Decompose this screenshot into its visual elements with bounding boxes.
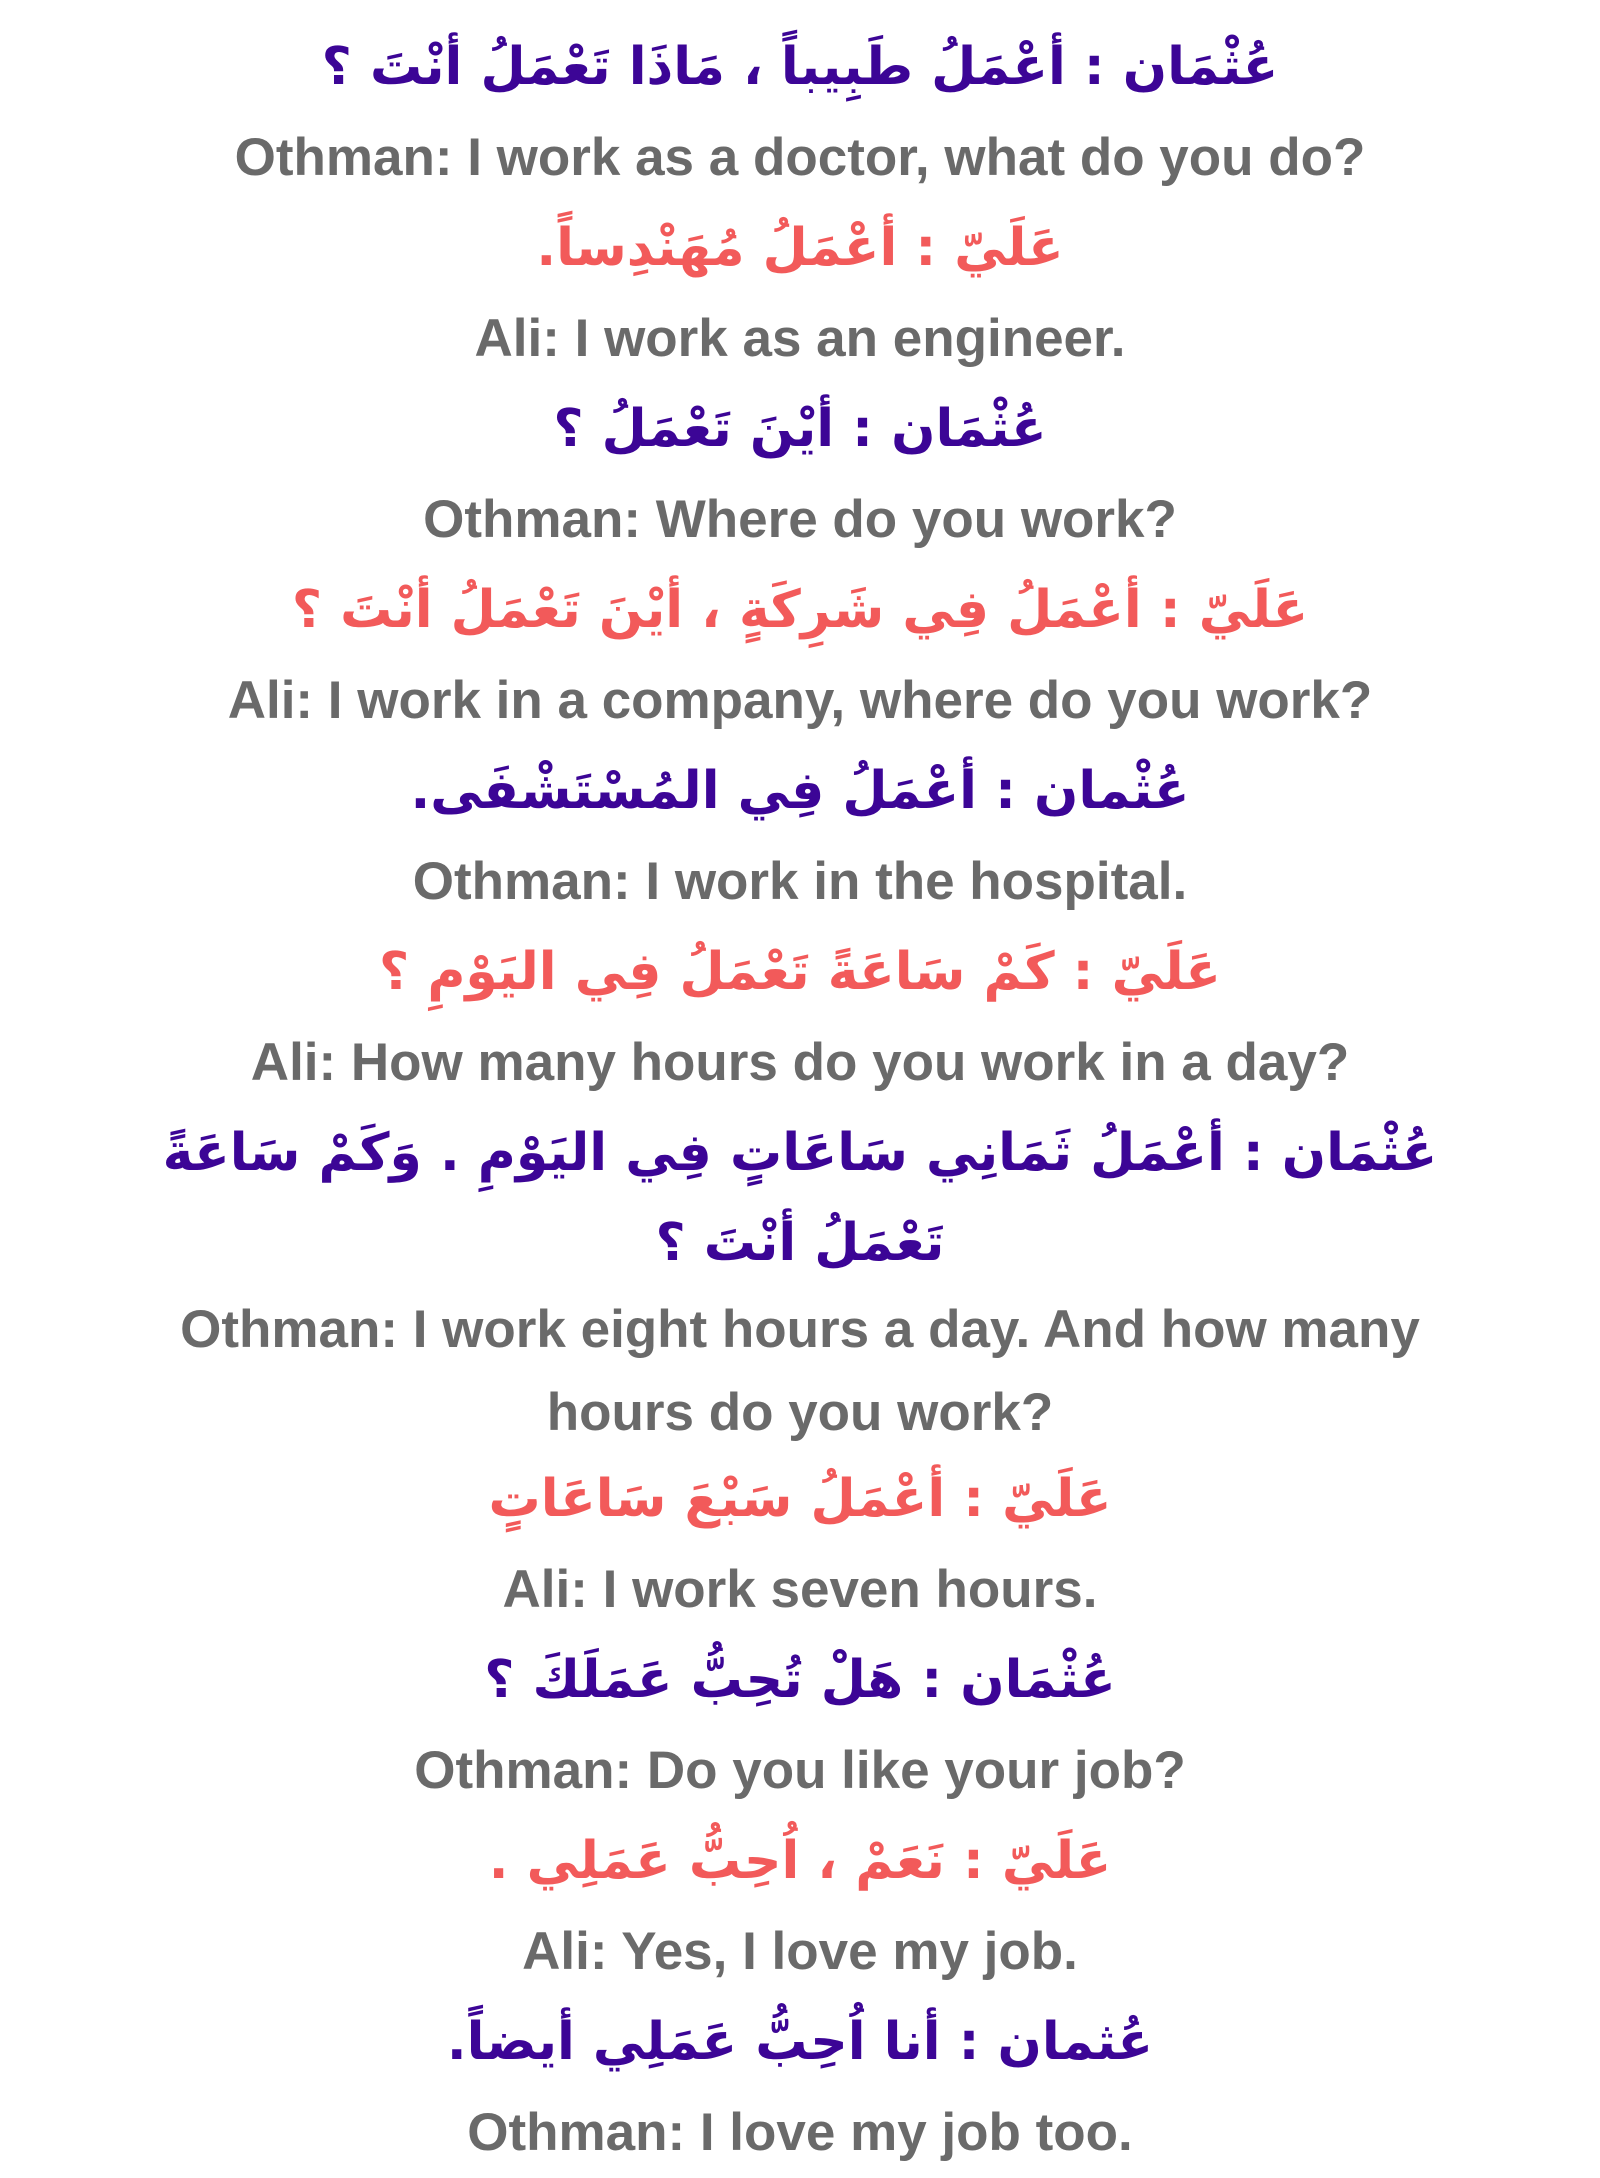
english-line-ali-4: Ali: I work seven hours.	[502, 1560, 1098, 1619]
arabic-line-ali-3: عَلَيّ : كَمْ سَاعَةً تَعْمَلُ فِي اليَوْمِ ؟	[379, 942, 1221, 1002]
english-line-ali-1: Ali: I work as an engineer.	[474, 309, 1126, 368]
arabic-line-ali-2: عَلَيّ : أعْمَلُ فِي شَرِكَةٍ ، أيْنَ تَعْمَلُ أنْتَ ؟	[291, 580, 1309, 640]
arabic-line-othman-6: عُثمان : أنا اُحِبُّ عَمَلِي أيضاً.	[446, 2012, 1154, 2072]
arabic-line-othman-2: عُثْمَان : أيْنَ تَعْمَلُ ؟	[553, 399, 1047, 459]
english-line-othman-2: Othman: Where do you work?	[423, 490, 1177, 549]
arabic-line-ali-5: عَلَيّ : نَعَمْ ، اُحِبُّ عَمَلِي .	[488, 1831, 1112, 1891]
english-line-ali-2: Ali: I work in a company, where do you work?	[227, 671, 1373, 730]
english-line-othman-1: Othman: I work as a doctor, what do you do?	[234, 128, 1366, 187]
english-line-othman-5: Othman: Do you like your job?	[414, 1741, 1186, 1800]
english-line-ali-3: Ali: How many hours do you work in a day?	[250, 1033, 1350, 1092]
english-line-ali-5: Ali: Yes, I love my job.	[522, 1922, 1078, 1981]
arabic-line-othman-3: عُثْمان : أعْمَلُ فِي المُسْتَشْفَى.	[410, 761, 1190, 821]
english-line-othman-3: Othman: I work in the hospital.	[412, 852, 1188, 911]
arabic-line-othman-4: عُثْمَان : أعْمَلُ ثَمَانِي سَاعَاتٍ فِي اليَوْمِ . وَكَمْ سَاعَةً تَعْمَلُ أنْتَ ؟	[162, 1123, 1438, 1273]
arabic-line-othman-1: عُثْمَان : أعْمَلُ طَبِيباً ، مَاذَا تَعْمَلُ أنْتَ ؟	[321, 37, 1279, 97]
arabic-line-ali-4: عَلَيّ : أعْمَلُ سَبْعَ سَاعَاتٍ	[488, 1469, 1112, 1529]
english-line-othman-6: Othman: I love my job too.	[467, 2103, 1133, 2162]
english-line-othman-4: Othman: I work eight hours a day. And how many hours do you work?	[180, 1300, 1420, 1442]
arabic-line-othman-5: عُثْمَان : هَلْ تُحِبُّ عَمَلَكَ ؟	[484, 1650, 1116, 1710]
arabic-line-ali-1: عَلَيّ : أعْمَلُ مُهَنْدِساً.	[536, 218, 1064, 278]
